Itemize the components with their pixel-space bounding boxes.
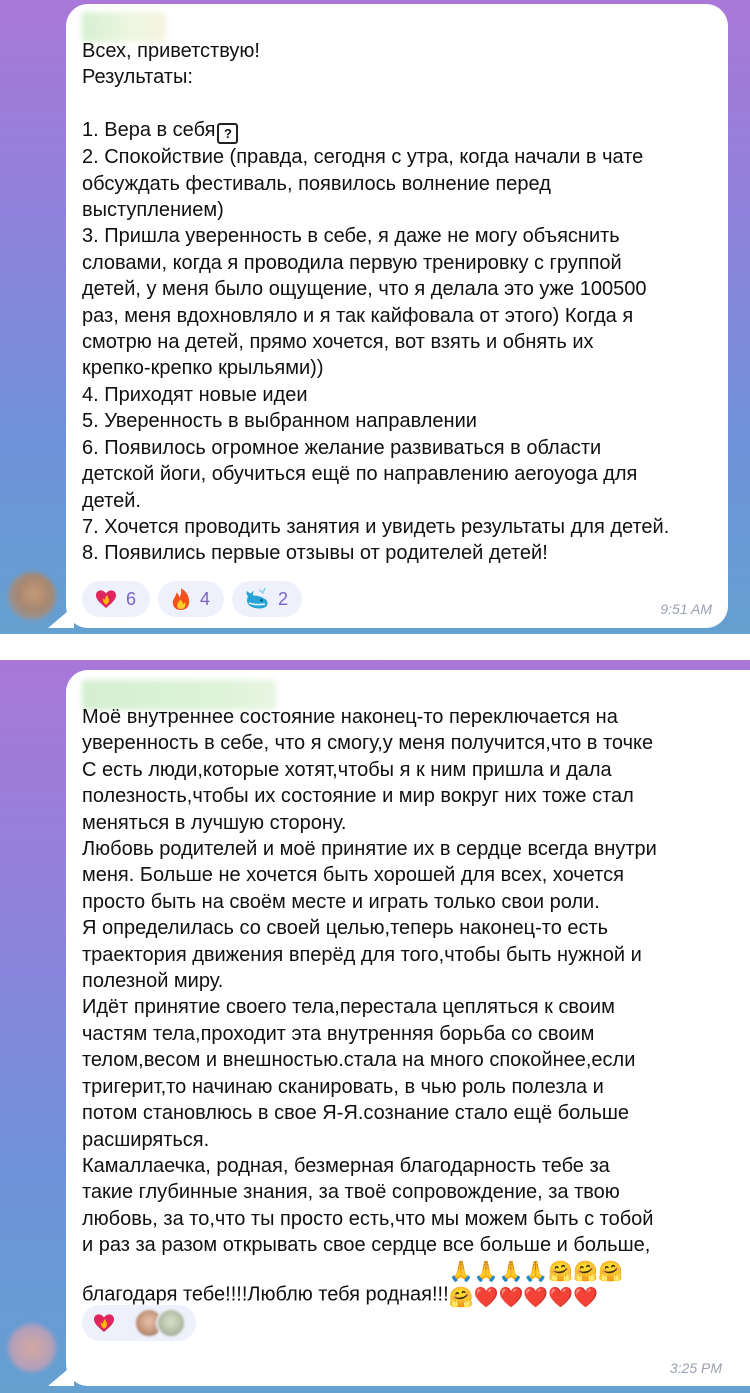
reaction-chip[interactable] <box>158 581 224 617</box>
whale-icon <box>244 587 270 611</box>
message-text <box>82 38 669 567</box>
reaction-chip[interactable] <box>82 581 150 617</box>
message-text <box>82 704 657 1311</box>
reaction-chip[interactable] <box>82 1305 196 1341</box>
message-bubble[interactable] <box>66 670 750 1386</box>
unknown-glyph-icon: ? <box>217 123 238 144</box>
message-bubble[interactable] <box>66 4 728 628</box>
chat-panel-2 <box>0 660 750 1393</box>
reactor-avatars <box>134 1308 186 1338</box>
fire-icon <box>170 587 192 611</box>
sender-avatar[interactable] <box>8 572 56 620</box>
reaction-count: 4 <box>200 588 211 609</box>
reaction-count: 6 <box>126 588 137 609</box>
message-time: 9:51 AM <box>660 601 712 617</box>
chat-panel-1 <box>0 0 750 634</box>
reaction-count: 2 <box>278 588 289 609</box>
message-time: 3:25 PM <box>669 1360 722 1376</box>
reaction-chip[interactable] <box>232 581 302 617</box>
message-text-body: Моё внутреннее состояние наконец-то переключается на уверенность в себе, что я смогу,у меня получится,что в точке С есть люди,которые хотят,чтобы я к ним пришла и дала полезность,чтобы их состояние и мир вокруг них тоже стал меняться в лучшую сторону. Любовь родителей и моё принятие их в сердце всегда внутри меня. Больше не хочется быть хорошей для всех, хочется просто быть на своём месте и играть только свои роли. Я определилась со своей целью,теперь наконец-то есть траектория движения вперёд для того,чтобы быть нужной и полезной миру. Идёт принятие своего тела,перестала цепляться к своим частям тела,проходит эта внутренняя борьба со своим телом,весом и внешностью.стала на много спокойнее,если тригерит,то начинаю сканировать, в чью роль полезла и потом становлюсь в свое Я-Я.сознание стало ещё больше расширяться. Камаллаечка, родная, безмерная благодарность тебе за такие глубинные знания, за твоё сопровождение, за твою любовь, за то,что ты просто есть,что мы можем быть с тобой и раз за разом открывать свое сердце все больше и больше, благодаря тебе!!!!Люблю тебя родная!!! <box>82 706 657 1305</box>
reactions-bar <box>82 1305 196 1341</box>
heart-on-fire-icon <box>92 1311 116 1335</box>
message-text-start: Всех, приветствую! Результаты: 1. Вера в себя <box>82 40 260 142</box>
reactor-avatar <box>156 1308 186 1338</box>
message-trailing-emoji: 🙏🙏🙏🙏🤗🤗🤗 🤗❤️❤️❤️❤️❤️ <box>448 1260 623 1309</box>
sender-avatar[interactable] <box>8 1324 56 1372</box>
heart-on-fire-icon <box>94 587 118 611</box>
message-text-rest: 2. Спокойствие (правда, сегодня с утра, когда начали в чате обсуждать фестиваль, появилось волнение перед выступлением) 3. Пришла уверенность в себе, я даже не могу объяснить словами, когда я проводила первую тренировку с группой детей, у меня было ощущение, что я делала это уже 100500 раз, меня вдохновляло и я так кайфовала от этого) Когда я смотрю на детей, прямо хочется, вот взять и обнять их крепко-крепко крыльями)) 4. Приходят новые идеи 5. Уверенность в выбранном направлении 6. Появилось огромное желание развиваться в области детской йоги, обучиться ещё по направлению aeroyoga для детей. 7. Хочется проводить занятия и увидеть результаты для детей. 8. Появились первые отзывы от родителей детей! <box>82 146 670 565</box>
reactions-bar <box>82 581 302 617</box>
